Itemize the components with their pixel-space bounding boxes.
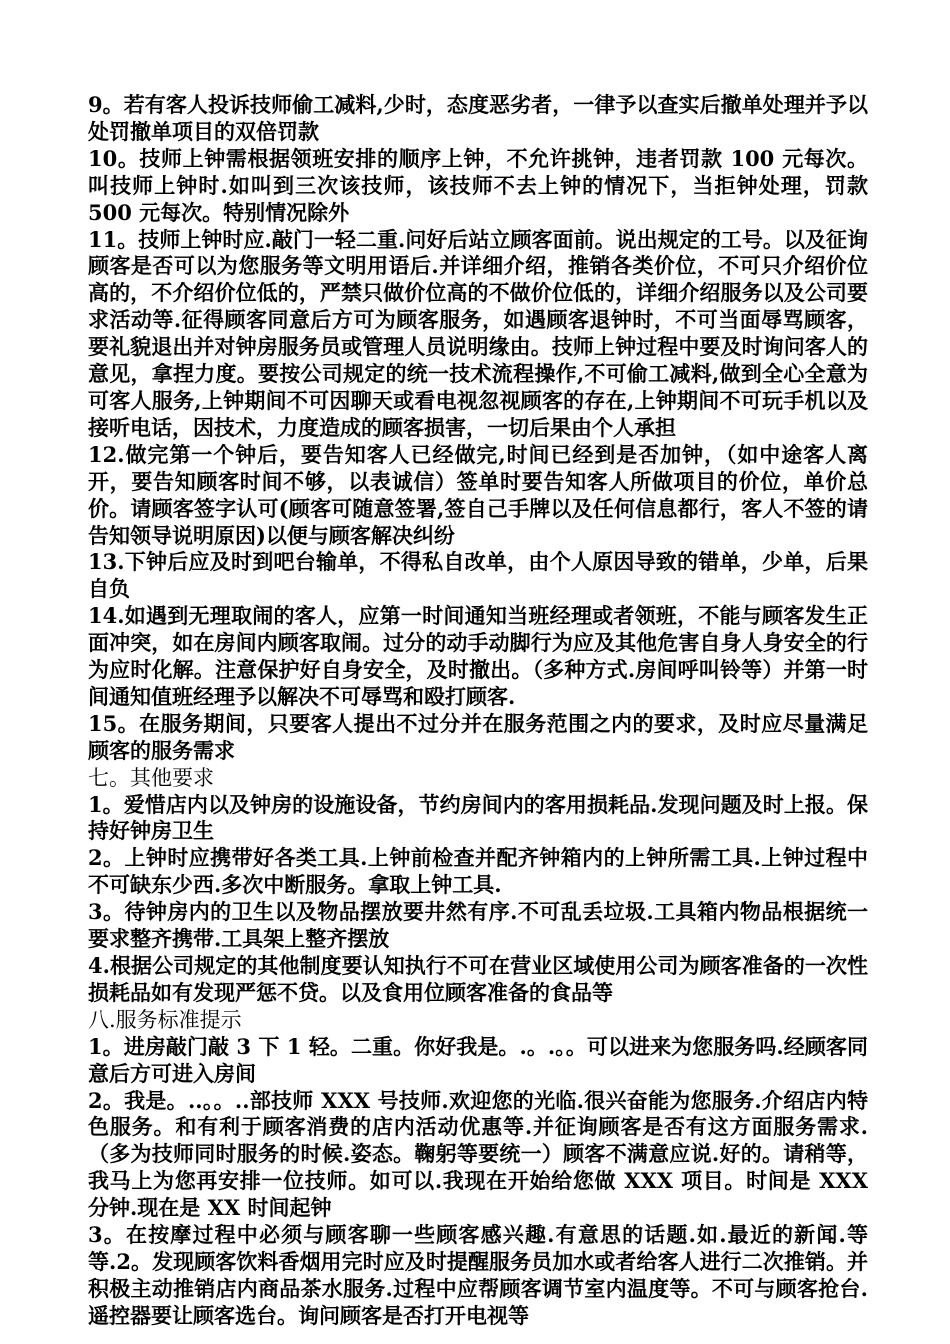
rule-14: 14.如遇到无理取闹的客人，应第一时间通知当班经理或者领班，不能与顾客发生正面冲突，如在房间内顾客取闹。过分的动手动脚行为应及其他危害自身人身安全的行为应时化解。注意保护好自身安全，及时撤出。（多种方式.房间呼叫铃等）并第一时间通知值班经理予以解决不可辱骂和殴打顾客. bbox=[88, 603, 868, 709]
service-standard-2: 2。我是。..。。..部技师 XXX 号技师.欢迎您的光临.很兴奋能为您服务.介绍店内特色服务。和有利于顾客消费的店内活动优惠等.并征询顾客是否有这方面服务需求.（多为技师同时服务的时候.姿态。鞠躬等要统一）顾客不满意应说.好的。请稍等，我马上为您再安排一位技师。如可以.我现在开始给您做 XXX 项目。时间是 XXX 分钟.现在是 XX 时间起钟 bbox=[88, 1087, 868, 1221]
service-standard-1: 1。进房敲门敲 3 下 1 轻。二重。你好我是。.。.。。可以进来为您服务吗.经顾客同意后方可进入房间 bbox=[88, 1033, 868, 1086]
other-requirement-2: 2。上钟时应携带好各类工具.上钟前检查并配齐钟箱内的上钟所需工具.上钟过程中不可缺东少西.多次中断服务。拿取上钟工具. bbox=[88, 845, 868, 898]
rule-12: 12.做完第一个钟后，要告知客人已经做完,时间已经到是否加钟，（如中途客人离开，要告知顾客时间不够，以表诚信）签单时要告知客人所做项目的价位，单价总价。请顾客签字认可(顾客可随意签署,签自己手牌以及任何信息都行，客人不签的请告知领导说明原因)以便与顾客解决纠纷 bbox=[88, 441, 868, 548]
other-requirement-1: 1。爱惜店内以及钟房的设施设备，节约房间内的客用损耗品.发现问题及时上报。保持好钟房卫生 bbox=[88, 791, 868, 844]
rule-9: 9。若有客人投诉技师偷工减料,少时，态度恶劣者，一律予以查实后撤单处理并予以处罚撤单项目的双倍罚款 bbox=[88, 92, 868, 144]
document-page bbox=[88, 92, 868, 1330]
rule-10: 10。技师上钟需根据领班安排的顺序上钟，不允许挑钟，违者罚款 100 元每次。叫技师上钟时.如叫到三次该技师，该技师不去上钟的情况下，当拒钟处理，罚款 500 元每次。特别情况除外 bbox=[88, 145, 868, 225]
service-standard-3: 3。在按摩过程中必须与顾客聊一些顾客感兴趣.有意思的话题.如.最近的新闻.等等.2。发现顾客饮料香烟用完时应及时提醒服务员加水或者给客人进行二次推销。并积极主动推销店内商品茶水服务.过程中应帮顾客调节室内温度等。不可与顾客抢台.遥控器要让顾客选台。询问顾客是否打开电视等 bbox=[88, 1222, 868, 1328]
section-heading-other-requirements: 七。其他要求 bbox=[88, 765, 214, 790]
other-requirement-3: 3。待钟房内的卫生以及物品摆放要井然有序.不可乱丢垃圾.工具箱内物品根据统一要求整齐携带.工具架上整齐摆放 bbox=[88, 899, 868, 952]
other-requirement-4: 4.根据公司规定的其他制度要认知执行不可在营业区域使用公司为顾客准备的一次性损耗品如有发现严惩不贷。以及食用位顾客准备的食品等 bbox=[88, 953, 868, 1005]
rule-13: 13.下钟后应及时到吧台输单，不得私自改单，由个人原因导致的错单，少单，后果自负 bbox=[88, 549, 868, 602]
rule-15: 15。在服务期间，只要客人提出不过分并在服务范围之内的要求，及时应尽量满足顾客的服务需求 bbox=[88, 710, 868, 763]
rule-11: 11。技师上钟时应.敲门一轻二重.问好后站立顾客面前。说出规定的工号。以及征询顾客是否可以为您服务等文明用语后.并详细介绍，推销各类价位，不可只介绍价位高的，不介绍价位低的，严禁只做价位高的不做价位低的，详细介绍服务以及公司要求活动等.征得顾客同意后方可为顾客服务，如遇顾客退钟时，不可当面辱骂顾客，要礼貌退出并对钟房服务员或管理人员说明缘由。技师上钟过程中要及时询问客人的意见，拿捏力度。要按公司规定的统一技术流程操作,不可偷工减料,做到全心全意为可客人服务,上钟期间不可因聊天或看电视忽视顾客的存在,上钟期间不可玩手机以及接听电话，因技术，力度造成的顾客损害，一切后果由个人承担 bbox=[88, 226, 868, 440]
section-heading-service-standards: 八.服务标准提示 bbox=[88, 1007, 242, 1032]
